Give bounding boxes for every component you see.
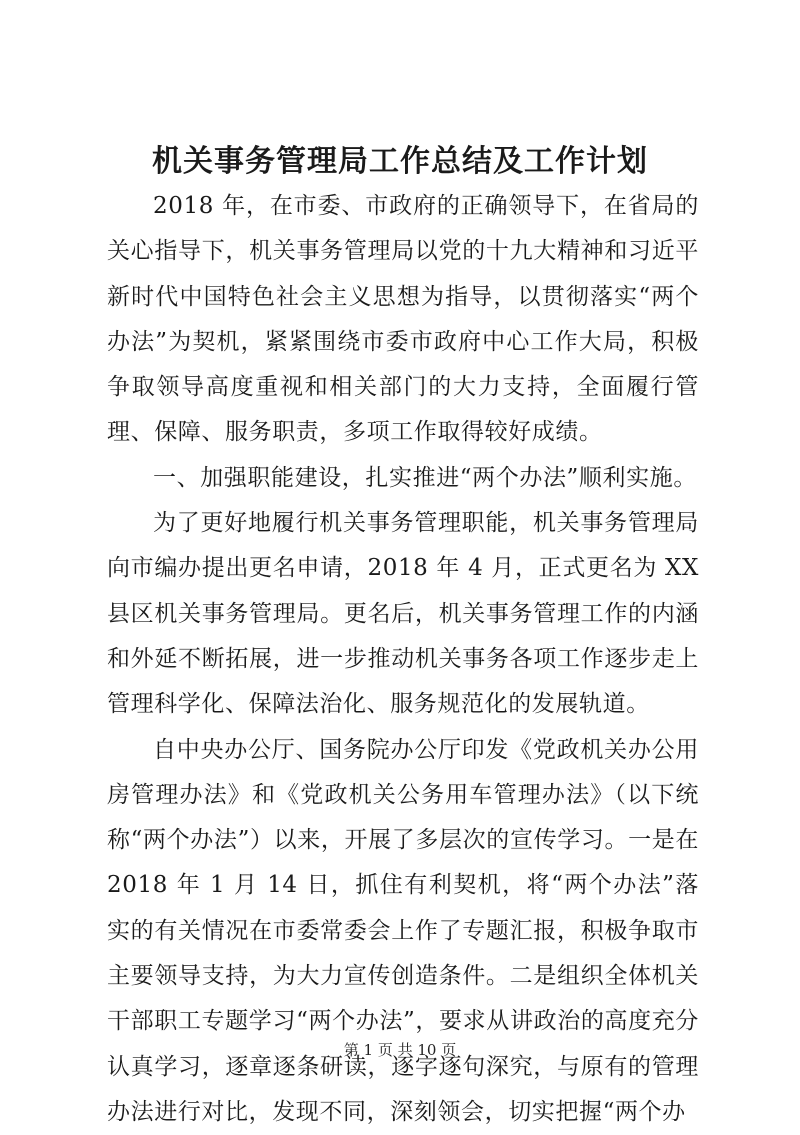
section-heading-1: 一、加强职能建设，扎实推进“两个办法”顺利实施。 [153,464,697,491]
paragraph-rename: 为了更好地履行机关事务管理职能，机关事务管理局向市编办提出更名申请，2018 年 4 月，正式更名为 XX 县区机关事务管理局。更名后，机关事务管理工作的内涵和外延不断拓展，进一步推动机关事务各项工作逐步走上管理科学化、保障法治化、服务规范化的发展轨道。 [107,510,699,718]
paragraph-two-methods: 自中央办公厅、国务院办公厅印发《党政机关办公用房管理办法》和《党政机关公务用车管理办法》（以下统称“两个办法”）以来，开展了多层次的宣传学习。一是在 2018 年 1 月 14 日，抓住有利契机，将“两个办法”落实的有关情况在市委常委会上作了专题汇报，积极争取市主要领导支持，为大力宣传创造条件。二是组织全体机关干部职工专题学习“两个办法”，要求从讲政治的高度充分认真学习，逐章逐条研读，逐字逐句深究，与原有的管理办法进行对比，发现不同，深刻领会，切实把握“两个办 [107,736,699,1125]
page-title: 机关事务管理局工作总结及工作计划 [152,144,648,179]
paragraph-intro: 2018 年，在市委、市政府的正确领导下，在省局的关心指导下，机关事务管理局以党的十九大精神和习近平新时代中国特色社会主义思想为指导，以贯彻落实“两个办法”为契机，紧紧围绕市委市政府中心工作大局，积极争取领导高度重视和相关部门的大力支持，全面履行管理、保障、服务职责，多项工作取得较好成绩。 [107,193,699,446]
page-number-footer: 第 1 页 共 10 页 [343,1041,457,1059]
document-body [107,184,699,1135]
